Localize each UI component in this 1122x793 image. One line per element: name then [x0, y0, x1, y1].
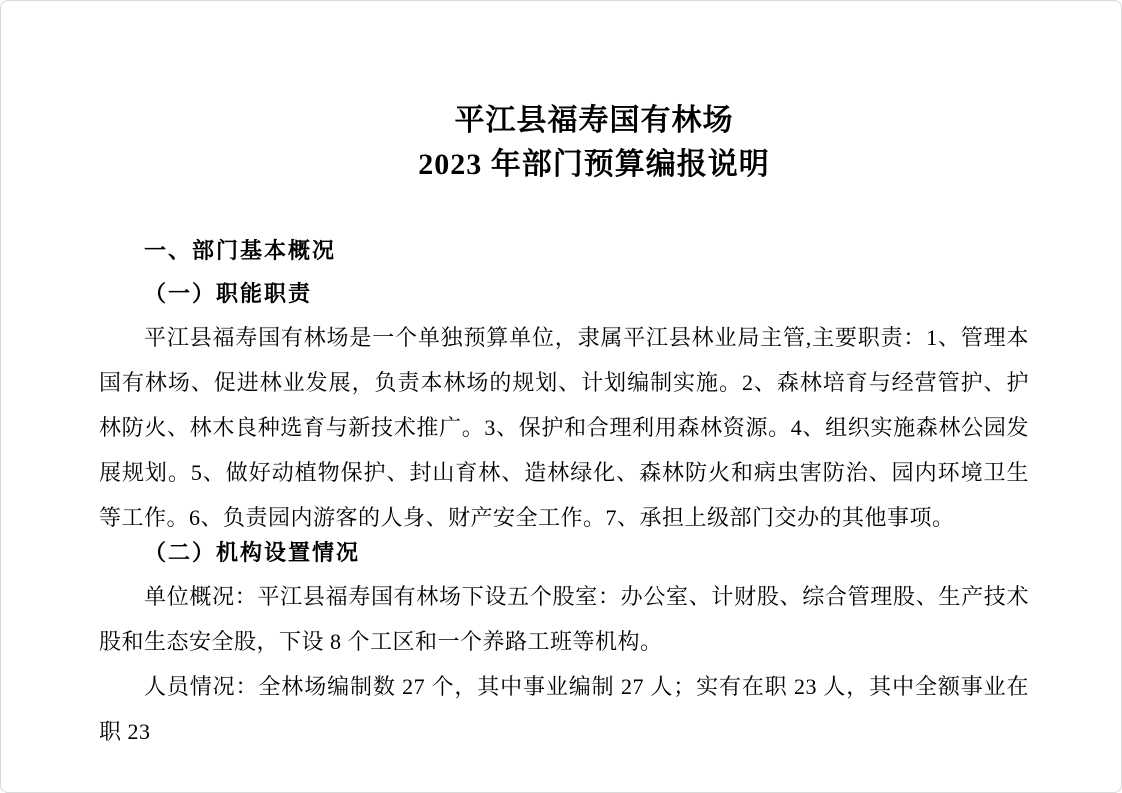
document-title-line-2: 2023 年部门预算编报说明 [418, 148, 770, 181]
paragraph-functions-duties: 平江县福寿国有林场是一个单独预算单位，隶属平江县林业局主管,主要职责：1、管理本国有林场、促进林业发展，负责本林场的规划、计划编制实施。2、森林培育与经营管护、护林防火、林木良种选育与新技术推广。3、保护和合理利用森林资源。4、组织实施森林公园发展规划。5、做好动植物保护、封山育林、造林绿化、森林防火和病虫害防治、园内环境卫生等工作。6、负责园内游客的人身、财产安全工作。7、承担上级部门交办的其他事项。 [99, 325, 1029, 530]
subsection-heading-organization: （二）机构设置情况 [144, 540, 361, 565]
document-title-line-1: 平江县福寿国有林场 [454, 104, 734, 137]
paragraph-staffing: 人员情况：全林场编制数 27 个，其中事业编制 27 人；实有在职 23 人，其中全额事业在职 23 [99, 674, 1029, 744]
subsection-heading-functions: （一）职能职责 [144, 281, 313, 306]
paragraph-org-overview: 单位概况：平江县福寿国有林场下设五个股室：办公室、计财股、综合管理股、生产技术股和生态安全股，下设 8 个工区和一个养路工班等机构。 [99, 584, 1029, 654]
section-heading-basic-overview: 一、部门基本概况 [144, 238, 337, 263]
document-title [159, 99, 1029, 187]
